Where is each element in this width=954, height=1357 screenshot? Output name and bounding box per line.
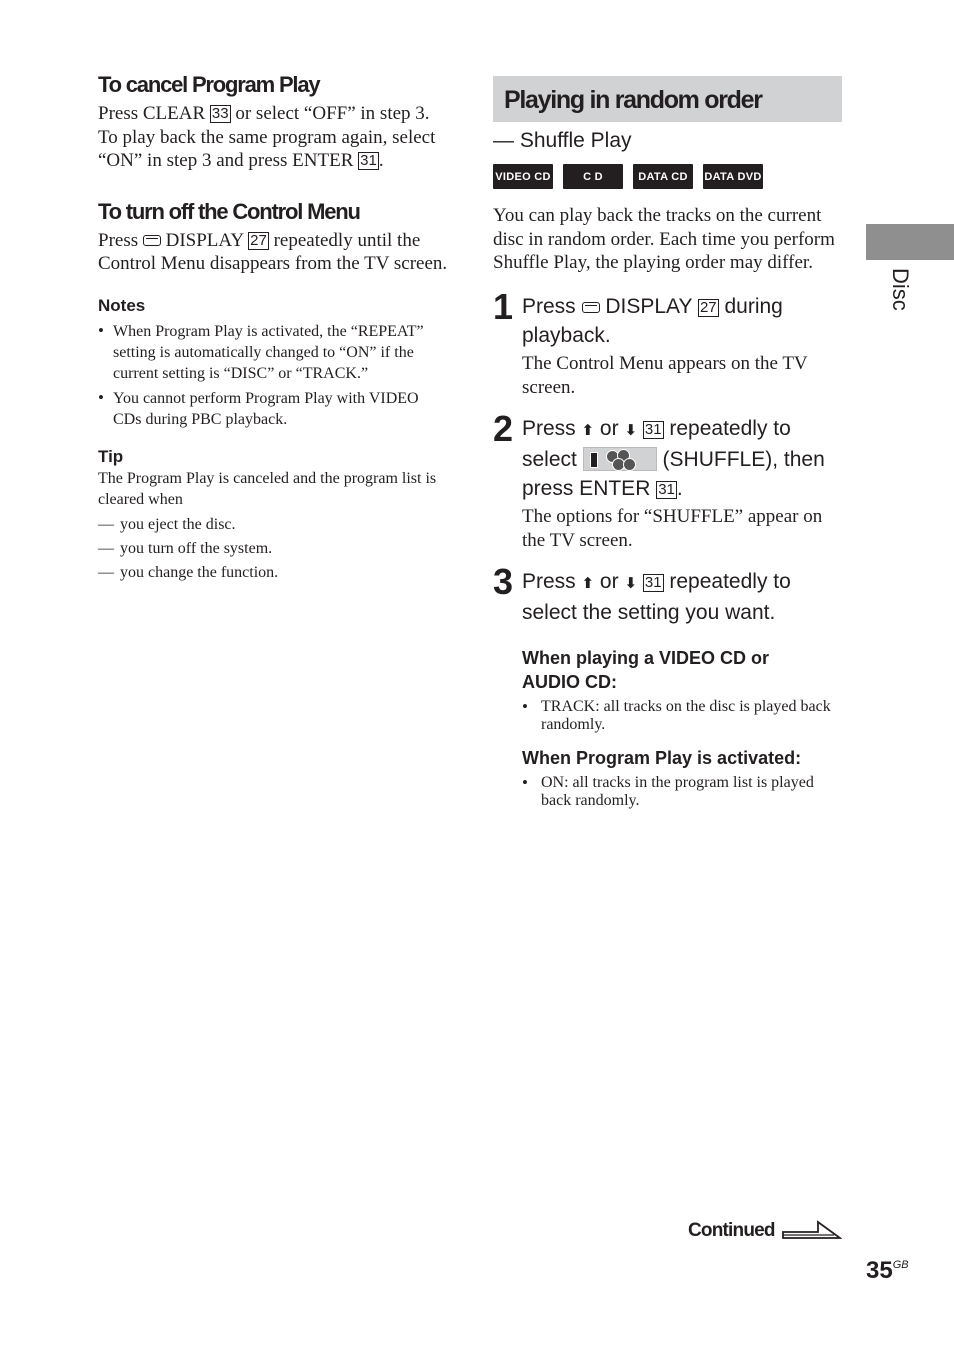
right-column — [493, 76, 842, 814]
up-arrow-icon: ⬆ — [581, 420, 595, 439]
display-icon — [582, 302, 600, 313]
side-tab-label: Disc — [888, 268, 913, 311]
program-play-list — [522, 774, 842, 810]
video-cd-list — [522, 698, 842, 734]
key-33: 33 — [211, 105, 229, 122]
list-item: • ON: all tracks in the program list is played back randomly. — [522, 774, 842, 810]
step-2-note: The options for “SHUFFLE” appear on the TV screen. — [522, 505, 823, 551]
notes-list — [98, 321, 448, 430]
tip-heading: Tip — [98, 446, 124, 466]
cancel-program-text: Press CLEAR 33 or select “OFF” in step 3. To play back the same program again, select “ON” in step 3 and press ENTER 31 . — [98, 103, 436, 172]
turn-off-menu-text: Press DISPLAY 27 repeatedly until the Control Menu disappears from the TV screen. — [98, 229, 448, 275]
key-27: 27 — [250, 231, 267, 249]
shuffle-icon — [583, 447, 657, 471]
key-31: 31 — [644, 420, 662, 438]
disc-type-badges — [493, 164, 842, 189]
step-1 — [493, 285, 842, 400]
list-item: • You cannot perform Program Play with VIDEO CDs during PBC playback. — [98, 388, 448, 430]
continued-arrow-icon — [782, 1219, 842, 1243]
continued-label: Continued — [688, 1220, 775, 1241]
video-cd-heading: When playing a VIDEO CD or AUDIO CD: — [522, 647, 770, 692]
key-31: 31 — [658, 480, 675, 498]
intro-text: You can play back the tracks on the current disc in random order. Each time you perform Shuffle Play, the playing order may differ. — [493, 205, 835, 274]
turn-off-menu-heading: To turn off the Control Menu — [98, 198, 360, 224]
side-tab — [866, 224, 954, 260]
key-31: 31 — [644, 573, 662, 591]
up-arrow-icon: ⬆ — [581, 573, 595, 592]
notes-heading: Notes — [98, 295, 146, 315]
cancel-program-heading: To cancel Program Play — [98, 72, 320, 97]
tip-text: The Program Play is canceled and the program list is cleared when — [98, 469, 437, 508]
section-title: Playing in random order — [493, 76, 842, 122]
list-item: — you turn off the system. — [98, 538, 448, 559]
step-3-text: Press ⬆ or ⬇ 31 repeatedly to select the setting you want. — [522, 569, 791, 624]
list-item: — you change the function. — [98, 562, 448, 583]
video-cd-badge: VIDEO CD — [493, 164, 553, 189]
tip-list — [98, 514, 448, 583]
data-dvd-badge: DATA DVD — [703, 164, 763, 189]
page-number: $35^{GB}$ — [866, 1257, 909, 1284]
step-number: 2 — [493, 407, 512, 449]
section-subtitle: — Shuffle Play — [493, 129, 632, 152]
step-3 — [493, 560, 842, 810]
list-item: — you eject the disc. — [98, 514, 448, 535]
step-number: 3 — [493, 560, 512, 602]
step-2-text: Press ⬆ or ⬇ 31 repeatedly to select (SHUFFLE), then press ENTER 31. — [522, 416, 825, 500]
page-suffix: GB — [892, 1259, 909, 1271]
data-cd-badge: DATA CD — [633, 164, 693, 189]
list-item: • TRACK: all tracks on the disc is played back randomly. — [522, 698, 842, 734]
left-column — [98, 70, 448, 586]
list-item: • When Program Play is activated, the “REPEAT” setting is automatically changed to “ON” if the current setting is “DISC” or “TRACK.” — [98, 321, 448, 384]
key-31: 31 — [360, 152, 377, 170]
step-2 — [493, 407, 842, 553]
display-icon — [143, 235, 161, 246]
program-play-heading: When Program Play is activated: — [522, 747, 802, 768]
down-arrow-icon: ⬇ — [624, 420, 638, 439]
cd-badge: C D — [563, 164, 623, 189]
step-1-text: Press DISPLAY 27 during playback. — [522, 294, 783, 347]
down-arrow-icon: ⬇ — [624, 573, 638, 592]
step-1-note: The Control Menu appears on the TV screen. — [522, 352, 808, 398]
key-27: 27 — [699, 298, 717, 316]
step-number: 1 — [493, 285, 512, 327]
